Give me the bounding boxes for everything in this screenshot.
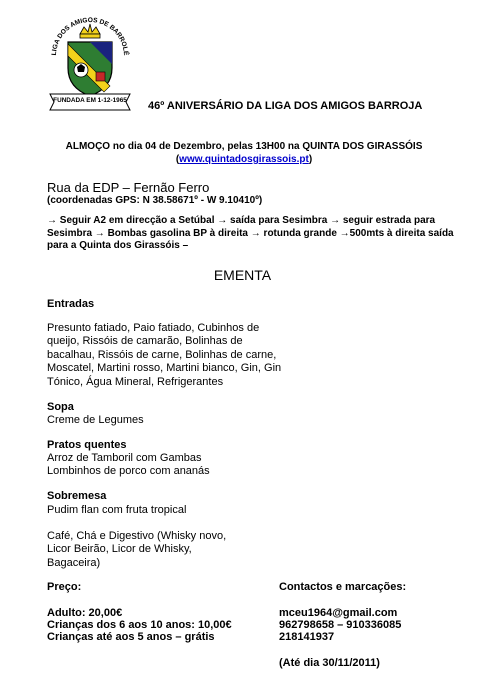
lunch-text: ALMOÇO no dia 04 de Dezembro, pelas 13H00 na QUINTA DOS GIRASSÓIS [65, 141, 423, 152]
price-item: Crianças dos 6 aos 10 anos: 10,00€ [47, 619, 232, 631]
lunch-info [34, 140, 454, 166]
price-item: Adulto: 20,00€ [47, 607, 123, 619]
pratos-item: Lombinhos de porco com ananás [47, 465, 210, 478]
prices-heading: Preço: [47, 581, 82, 593]
street-address: Rua da EDP – Fernão Ferro [47, 180, 210, 195]
pratos-heading: Pratos quentes [47, 439, 127, 451]
logo-ring-text: LIGA DOS AMIGOS DE BARROLÉ [50, 16, 130, 56]
price-item: Crianças até aos 5 anos – grátis [47, 631, 215, 643]
gps-coordinates: (coordenadas GPS: N 38.58671º - W 9.10410º) [47, 195, 263, 206]
pratos-item: Arroz de Tamboril com Gambas [47, 452, 202, 464]
website-link[interactable]: www.quintadosgirassois.pt [179, 154, 309, 165]
cafe-text: Café, Chá e Digestivo (Whisky novo, Licor Beirão, Licor de Whisky, Bagaceira) [47, 530, 227, 569]
sobremesa-heading: Sobremesa [47, 490, 107, 502]
contact-phone-landline: 218141937 [279, 631, 335, 643]
link-open-paren: ( [175, 154, 180, 165]
sopa-text: Creme de Legumes [47, 414, 144, 426]
contacts-list [279, 607, 401, 643]
entradas-heading: Entradas [47, 298, 95, 310]
logo-ribbon-text: FUNDADA EM 1-12-1965 [53, 97, 127, 104]
contacts-heading: Contactos e marcações: [279, 581, 407, 593]
website-line [34, 153, 454, 166]
contact-phones: 962798658 – 910336085 [279, 619, 402, 631]
menu-heading: EMENTA [213, 267, 272, 283]
contact-email: mceu1964@gmail.com [279, 607, 398, 619]
sopa-heading: Sopa [47, 401, 74, 413]
prices-list [47, 607, 232, 643]
entradas-text: Presunto fatiado, Paio fatiado, Cubinhos de queijo, Rissóis de camarão, Bolinhas de bacalhau, Rissóis de carne, Bolinhas de carne, Moscatel, Martini rosso, Martini bianco, Gin, Gin Tónico, Água Mineral, Refrigerantes [47, 322, 282, 388]
club-logo [44, 10, 136, 114]
page-title: 46º ANIVERSÁRIO DA LIGA DOS AMIGOS BARROJA [148, 100, 423, 112]
link-close-paren: ) [308, 154, 313, 165]
pratos-list [47, 452, 292, 479]
sobremesa-text: Pudim flan com fruta tropical [47, 504, 187, 516]
booking-deadline: (Até dia 30/11/2011) [279, 657, 380, 669]
route-directions: → Seguir A2 em direcção a Setúbal → saída para Sesimbra → seguir estrada para Sesimbra → Bombas gasolina BP à direita → rotunda grande →500mts à direita saída para a Quinta dos Girassóis – [47, 215, 454, 251]
